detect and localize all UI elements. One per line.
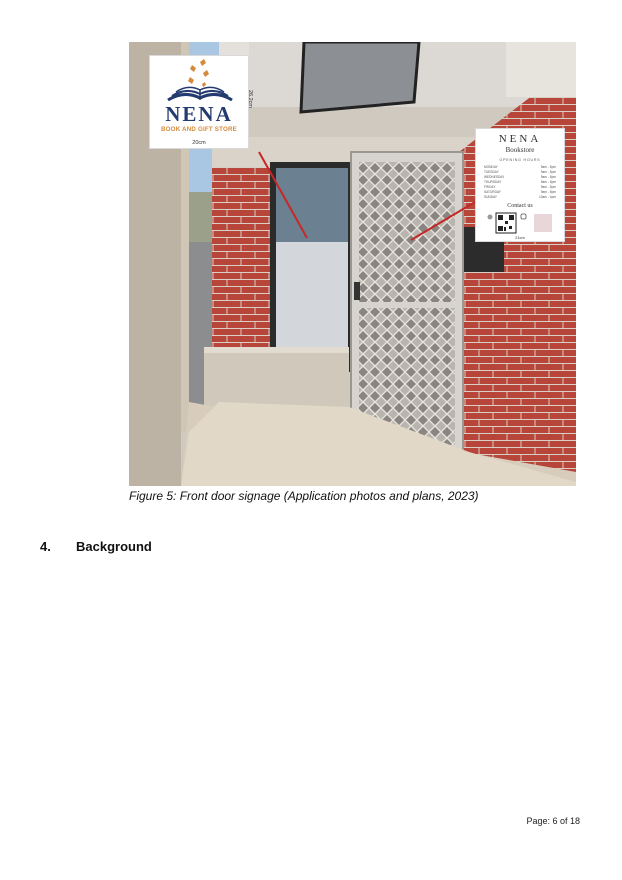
- sign-logo-inset: [149, 55, 253, 149]
- section-number: 4.: [40, 539, 51, 554]
- hours-heading: OPENING HOURS: [499, 158, 541, 162]
- hours-day: THURSDAY: [484, 180, 502, 184]
- sign-hours-inset: [475, 128, 565, 242]
- hours-row: [484, 195, 556, 200]
- hours-day: WEDNESDAY: [484, 175, 505, 179]
- front-door-photo: [129, 42, 576, 486]
- book-butterflies-logo-icon: [150, 56, 250, 102]
- hours-day: MONDAY: [484, 165, 498, 169]
- hours-time: 9am - 5pm: [540, 170, 556, 174]
- hours-width-label: 21cm: [515, 235, 525, 240]
- hours-time: 9am - 5pm: [540, 190, 556, 194]
- hours-time: 9am - 5pm: [540, 165, 556, 169]
- hours-time: 10am - 4pm: [538, 195, 556, 199]
- hours-time: 9am - 5pm: [540, 175, 556, 179]
- page-number: Page: 6 of 18: [526, 816, 580, 826]
- hours-time: 9am - 5pm: [540, 180, 556, 184]
- hours-day: SUNDAY: [484, 195, 498, 199]
- hours-day: TUESDAY: [484, 170, 499, 174]
- qr-code-icon: [476, 212, 566, 234]
- logo-brand: NENA: [165, 102, 233, 126]
- hours-day: SATURDAY: [484, 190, 501, 194]
- hours-brand: NENA: [498, 133, 542, 145]
- hours-store: Bookstore: [505, 146, 535, 154]
- logo-height-label: 26.2cm: [246, 89, 253, 109]
- logo-tagline: BOOK AND GIFT STORE: [161, 126, 237, 133]
- section-title: Background: [76, 539, 152, 554]
- figure-caption: Figure 5: Front door signage (Application photos and plans, 2023): [129, 489, 479, 503]
- contact-heading: Contact us: [507, 203, 533, 209]
- logo-width-label: 20cm: [192, 140, 206, 146]
- hours-day: FRIDAY: [484, 185, 496, 189]
- hours-time: 9am - 5pm: [540, 185, 556, 189]
